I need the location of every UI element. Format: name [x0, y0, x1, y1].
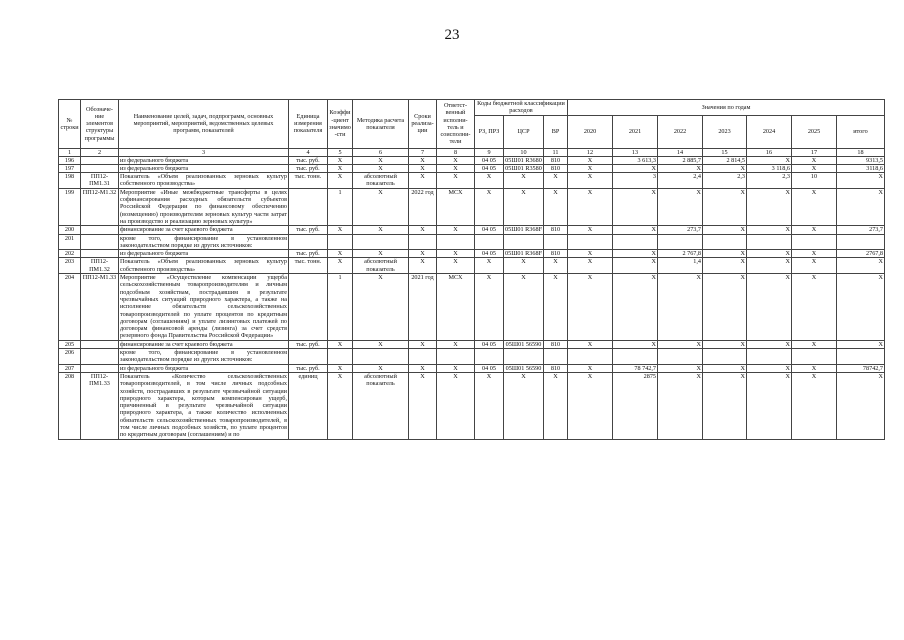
header-vr: ВР [544, 115, 568, 148]
column-number: 14 [658, 148, 703, 156]
method-cell: X [353, 274, 409, 341]
row-number: 206 [59, 349, 81, 365]
value-2020 [568, 349, 613, 365]
rz-cell: 04 05 [475, 164, 504, 172]
header-year: 2020 [568, 115, 613, 148]
item-name: Показатель «Объем реализованных зерновых культур собственного производства» [120, 173, 287, 188]
vr-cell [544, 234, 568, 250]
value-2020: X [568, 258, 613, 274]
table-row [59, 164, 885, 172]
header-year: 2024 [747, 115, 792, 148]
csr-cell: 05Ш01 56590 [504, 364, 544, 372]
value-2023: X [703, 164, 747, 172]
responsible-cell: X [437, 173, 475, 189]
table-row [59, 250, 885, 258]
rz-cell [475, 234, 504, 250]
header-method: Методика расчета показателя [353, 100, 409, 149]
method-cell: X [353, 188, 409, 225]
value-2020: X [568, 188, 613, 225]
value-2024: X [747, 364, 792, 372]
coefficient-cell: X [328, 340, 353, 348]
vr-cell: 810 [544, 156, 568, 164]
coefficient-cell: X [328, 372, 353, 439]
term-cell: X [409, 372, 437, 439]
value-total [837, 349, 885, 365]
element-code: ПП12-ПМ1.33 [81, 372, 119, 439]
value-2021: X [613, 188, 658, 225]
header-values-by-year: Значения по годам [568, 100, 885, 116]
value-total: X [837, 258, 885, 274]
value-2025 [792, 349, 837, 365]
header-csr: ЦСР [504, 115, 544, 148]
coefficient-cell: X [328, 258, 353, 274]
unit-cell: тыс. руб. [289, 364, 328, 372]
item-name: из федерального бюджета [119, 156, 289, 164]
method-cell: X [353, 156, 409, 164]
value-2024: X [747, 250, 792, 258]
csr-cell: 05Ш01 56590 [504, 340, 544, 348]
responsible-cell: X [437, 372, 475, 439]
element-code [81, 364, 119, 372]
vr-cell: 810 [544, 250, 568, 258]
item-name: Мероприятие «Осуществление компенсации ущерба сельскохозяйственным товаропроизводителям и личным подсобным хозяйствам, пострадавшим в результате чрезвычайных ситуаций природного характера, а также на исполнение обязательств сельскохозяйственных товаропроизводителей по уплате процентов по кредитным договорам (соглашениям) и уплате лизинговых платежей по договорам финансовой аренды (лизинга) за счет средств резервного фонда Правительства Российской Федерации» [120, 274, 287, 340]
table-row [59, 156, 885, 164]
coefficient-cell: X [328, 156, 353, 164]
method-cell: X [353, 164, 409, 172]
table-row [59, 173, 885, 189]
responsible-cell: X [437, 250, 475, 258]
header-year: 2025 [792, 115, 837, 148]
value-2024: 2,3 [747, 173, 792, 189]
element-code: ПП12-ПМ1.32 [81, 258, 119, 274]
table-row [59, 188, 885, 225]
row-number: 199 [59, 188, 81, 225]
row-number: 208 [59, 372, 81, 439]
item-name: из федерального бюджета [119, 364, 289, 372]
csr-cell: X [504, 258, 544, 274]
column-number: 18 [837, 148, 885, 156]
column-number: 13 [613, 148, 658, 156]
coefficient-cell: X [328, 173, 353, 189]
row-number: 201 [59, 234, 81, 250]
item-name: кроме того, финансирование в установленном законодательством порядке из других источников: [120, 349, 287, 364]
column-number: 17 [792, 148, 837, 156]
rz-cell: X [475, 274, 504, 341]
element-code [81, 226, 119, 234]
vr-cell: X [544, 372, 568, 439]
term-cell: X [409, 156, 437, 164]
value-2020: X [568, 372, 613, 439]
table-row [59, 372, 885, 439]
value-2025: X [792, 250, 837, 258]
rz-cell: X [475, 258, 504, 274]
element-code [81, 234, 119, 250]
value-2023: X [703, 250, 747, 258]
value-2022 [658, 349, 703, 365]
method-cell: X [353, 250, 409, 258]
value-total: 273,7 [837, 226, 885, 234]
column-number: 15 [703, 148, 747, 156]
value-2023: 2 814,5 [703, 156, 747, 164]
method-cell: X [353, 340, 409, 348]
value-total [837, 234, 885, 250]
value-2021: 3 [613, 173, 658, 189]
value-2025: X [792, 274, 837, 341]
value-2023: X [703, 364, 747, 372]
term-cell: X [409, 173, 437, 189]
responsible-cell: МСХ [437, 274, 475, 341]
item-name: Показатель «Количество сельскохозяйственных товаропроизводителей, в том числе личных подсобных хозяйств, пострадавших в результате чрезвычайной ситуации природного характера, которым компенсирован ущерб, причиненный в результате чрезвычайной ситуации природного характера, а также количество исполненных обязательств сельскохозяйственных товаропроизводителей, в том числе личных подсобных хозяйств, по уплате процентов по кредитным договорам (соглашениям) и по [120, 372, 287, 439]
rz-cell: 04 05 [475, 340, 504, 348]
header-responsible: Ответст-венный исполни-тель и соисполни-тели [437, 100, 475, 149]
value-2024: 3 118,6 [747, 164, 792, 172]
row-number: 205 [59, 340, 81, 348]
column-number: 9 [475, 148, 504, 156]
rz-cell: 04 05 [475, 226, 504, 234]
term-cell: X [409, 164, 437, 172]
table-row [59, 364, 885, 372]
page-number: 23 [444, 27, 460, 43]
column-number: 1 [59, 148, 81, 156]
program-table [58, 99, 885, 440]
value-2025: X [792, 340, 837, 348]
value-2025: X [792, 156, 837, 164]
value-2023: X [703, 188, 747, 225]
rz-cell: 04 05 [475, 156, 504, 164]
row-number: 204 [59, 274, 81, 341]
item-name: Показатель «Объем реализованных зерновых культур собственного производства» [120, 258, 287, 273]
value-2024: X [747, 226, 792, 234]
column-number: 8 [437, 148, 475, 156]
term-cell: X [409, 364, 437, 372]
item-name: финансирование за счет краевого бюджета [119, 226, 289, 234]
value-2022: 2 767,8 [658, 250, 703, 258]
term-cell [409, 234, 437, 250]
value-2024: X [747, 274, 792, 341]
row-number: 197 [59, 164, 81, 172]
table-row [59, 234, 885, 250]
value-2020: X [568, 364, 613, 372]
element-code [81, 340, 119, 348]
row-number: 207 [59, 364, 81, 372]
value-2021: 78 742,7 [613, 364, 658, 372]
unit-cell: тыс. тонн. [289, 258, 328, 274]
value-2021: X [613, 226, 658, 234]
table-row [59, 274, 885, 341]
value-2024: X [747, 156, 792, 164]
value-2024: X [747, 188, 792, 225]
value-total: X [837, 340, 885, 348]
column-number: 5 [328, 148, 353, 156]
csr-cell: X [504, 372, 544, 439]
row-number: 202 [59, 250, 81, 258]
vr-cell: 810 [544, 364, 568, 372]
rz-cell [475, 349, 504, 365]
row-number: 198 [59, 173, 81, 189]
value-total: 2767,8 [837, 250, 885, 258]
csr-cell: 05Ш01 R3680 [505, 156, 542, 164]
row-number: 200 [59, 226, 81, 234]
column-number: 7 [409, 148, 437, 156]
column-number-row [59, 148, 885, 156]
table-row [59, 349, 885, 365]
value-2022: X [658, 372, 703, 439]
unit-cell: тыс. руб. [289, 164, 328, 172]
element-code [81, 349, 119, 365]
coefficient-cell: 1 [328, 274, 353, 341]
unit-cell: тыс. тонн. [289, 173, 328, 189]
header-coefficient: Коэффи-циент значимо-сти [328, 100, 353, 149]
rz-cell: 04 05 [475, 250, 504, 258]
responsible-cell: X [437, 364, 475, 372]
value-2023: X [703, 340, 747, 348]
value-2021: 2875 [613, 372, 658, 439]
value-2024 [747, 234, 792, 250]
value-2021: 3 613,3 [613, 156, 658, 164]
column-number: 3 [119, 148, 289, 156]
vr-cell [544, 349, 568, 365]
unit-cell: тыс. руб. [289, 340, 328, 348]
vr-cell: X [544, 173, 568, 189]
value-2025: X [792, 226, 837, 234]
rz-cell: 04 05 [475, 364, 504, 372]
vr-cell: 810 [544, 340, 568, 348]
csr-cell: X [504, 274, 544, 341]
row-number: 203 [59, 258, 81, 274]
value-2020 [568, 234, 613, 250]
table-row [59, 340, 885, 348]
value-2025: X [792, 372, 837, 439]
coefficient-cell [328, 234, 353, 250]
value-2025: 10 [792, 173, 837, 189]
item-name: кроме того, финансирование в установленном законодательством порядке из других источников: [120, 234, 287, 249]
rz-cell: X [475, 173, 504, 189]
value-2024: X [747, 258, 792, 274]
header-term: Сроки реализа-ции [409, 100, 437, 149]
value-2025: X [792, 188, 837, 225]
unit-cell [289, 274, 328, 341]
term-cell: 2021 год [409, 274, 437, 341]
csr-cell: 05Ш01 R368F [505, 250, 543, 258]
method-cell: абсолютный показатель [353, 258, 409, 274]
header-year: 2021 [613, 115, 658, 148]
unit-cell: тыс. руб. [289, 226, 328, 234]
unit-cell: тыс. руб. [289, 156, 328, 164]
header-unit: Единица измерения показателя [289, 100, 328, 149]
vr-cell: 810 [544, 226, 568, 234]
header-element: Обозначе-ние элементов структуры программы [81, 100, 119, 149]
element-code [81, 156, 119, 164]
value-2022: 2,4 [658, 173, 703, 189]
term-cell: X [409, 226, 437, 234]
header-rz: РЗ, ПРЗ [475, 115, 504, 148]
value-2023 [703, 234, 747, 250]
value-total: 3118,6 [837, 164, 885, 172]
value-2022: 273,7 [658, 226, 703, 234]
value-total: 9313,5 [837, 156, 885, 164]
vr-cell: X [544, 274, 568, 341]
vr-cell: X [544, 188, 568, 225]
value-total: 78742,7 [837, 364, 885, 372]
value-2024: X [747, 372, 792, 439]
coefficient-cell: 1 [328, 188, 353, 225]
table-row [59, 258, 885, 274]
value-2021: X [613, 274, 658, 341]
value-2020: X [568, 250, 613, 258]
item-name: Мероприятие «Иные межбюджетные трансферты в целях софинансирования расходных обязательств субъектов Российской Федерации по финансовому обеспечению (возмещению) производителям зерновых культур части затрат на производство и реализацию зерновых культур» [120, 188, 287, 225]
header-name: Наименование целей, задач, подпрограмм, основных мероприятий, мероприятий, ведомственных целевых программ, показателей [119, 100, 289, 149]
column-number: 12 [568, 148, 613, 156]
column-number: 11 [544, 148, 568, 156]
value-2022: X [658, 188, 703, 225]
value-2021 [613, 234, 658, 250]
responsible-cell [437, 349, 475, 365]
coefficient-cell: X [328, 226, 353, 234]
value-2024 [747, 349, 792, 365]
header-row-number: № строки [59, 100, 81, 149]
term-cell: X [409, 340, 437, 348]
term-cell [409, 349, 437, 365]
element-code [81, 164, 119, 172]
element-code [81, 250, 119, 258]
value-2022: X [658, 164, 703, 172]
method-cell: X [353, 364, 409, 372]
value-total: X [837, 188, 885, 225]
value-2025 [792, 234, 837, 250]
csr-cell: X [504, 173, 544, 189]
method-cell [353, 349, 409, 365]
column-number: 2 [81, 148, 119, 156]
unit-cell [289, 188, 328, 225]
method-cell [353, 234, 409, 250]
item-name: из федерального бюджета [119, 164, 289, 172]
vr-cell: X [544, 258, 568, 274]
value-total: X [837, 274, 885, 341]
responsible-cell: X [437, 258, 475, 274]
value-2021: X [613, 340, 658, 348]
csr-cell: 05Ш01 R3580 [505, 164, 542, 172]
responsible-cell: X [437, 164, 475, 172]
unit-cell [289, 349, 328, 365]
value-2020: X [568, 173, 613, 189]
rz-cell: X [475, 188, 504, 225]
value-2022: X [658, 364, 703, 372]
element-code: ПП12-М1.33 [81, 274, 119, 341]
value-2020: X [568, 164, 613, 172]
value-2021: X [613, 250, 658, 258]
header-year: 2023 [703, 115, 747, 148]
value-2022: 2 885,7 [658, 156, 703, 164]
coefficient-cell: X [328, 250, 353, 258]
element-code: ПП12-ПМ1.31 [81, 173, 119, 189]
csr-cell [504, 349, 544, 365]
method-cell: X [353, 226, 409, 234]
column-number: 10 [504, 148, 544, 156]
unit-cell: тыс. руб. [289, 250, 328, 258]
csr-cell: X [504, 188, 544, 225]
value-2023 [703, 349, 747, 365]
rz-cell: X [475, 372, 504, 439]
method-cell: абсолютный показатель [353, 173, 409, 189]
header-year: 2022 [658, 115, 703, 148]
responsible-cell: МСХ [437, 188, 475, 225]
value-2025: X [792, 164, 837, 172]
unit-cell: единиц [289, 372, 328, 439]
value-2025: X [792, 364, 837, 372]
value-total: X [837, 173, 885, 189]
responsible-cell: X [437, 340, 475, 348]
value-2025: X [792, 258, 837, 274]
column-number: 16 [747, 148, 792, 156]
vr-cell: 810 [544, 164, 568, 172]
value-2020: X [568, 274, 613, 341]
csr-cell: 05Ш01 R368F [505, 226, 543, 234]
item-name: финансирование за счет краевого бюджета [119, 340, 289, 348]
column-number: 4 [289, 148, 328, 156]
responsible-cell: X [437, 226, 475, 234]
value-2020: X [568, 226, 613, 234]
value-2021 [613, 349, 658, 365]
value-total: X [837, 372, 885, 439]
method-cell: абсолютный показатель [353, 372, 409, 439]
responsible-cell: X [437, 156, 475, 164]
table-row [59, 226, 885, 234]
csr-cell [504, 234, 544, 250]
value-2023: 2,3 [703, 173, 747, 189]
header-total: итого [837, 115, 885, 148]
value-2020: X [568, 156, 613, 164]
element-code: ПП12-М1.32 [81, 188, 119, 225]
coefficient-cell: X [328, 364, 353, 372]
header-budget-codes: Коды бюджетной классификации расходов [475, 100, 568, 116]
value-2022: X [658, 340, 703, 348]
value-2020: X [568, 340, 613, 348]
item-name: из федерального бюджета [119, 250, 289, 258]
value-2022: 1,4 [658, 258, 703, 274]
term-cell: 2022 год [409, 188, 437, 225]
value-2022 [658, 234, 703, 250]
value-2023: X [703, 274, 747, 341]
value-2021: X [613, 258, 658, 274]
value-2022: X [658, 274, 703, 341]
coefficient-cell: X [328, 164, 353, 172]
responsible-cell [437, 234, 475, 250]
value-2023: X [703, 258, 747, 274]
coefficient-cell [328, 349, 353, 365]
row-number: 196 [59, 156, 81, 164]
term-cell: X [409, 258, 437, 274]
term-cell: X [409, 250, 437, 258]
value-2024: X [747, 340, 792, 348]
value-2023: X [703, 226, 747, 234]
value-2021: X [613, 164, 658, 172]
value-2023: X [703, 372, 747, 439]
unit-cell [289, 234, 328, 250]
column-number: 6 [353, 148, 409, 156]
